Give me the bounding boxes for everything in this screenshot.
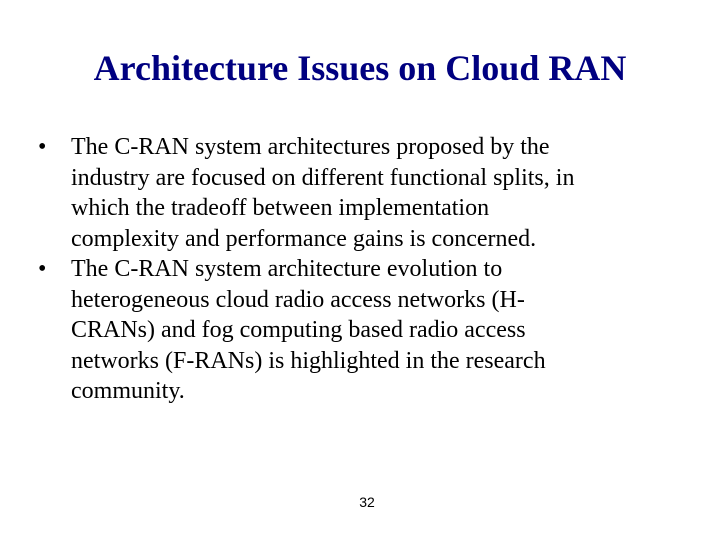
bullet-text-line: complexity and performance gains is concerned. (71, 225, 537, 252)
bullet-marker: • (38, 134, 47, 160)
bullet-item-1 (0, 132, 720, 254)
bullet-text-line: heterogeneous cloud radio access networks (H- (71, 286, 525, 313)
bullet-text-line: The C-RAN system architectures proposed by the (71, 134, 550, 160)
bullet-text-line: community. (71, 378, 185, 404)
bullet-item-2 (0, 254, 720, 407)
bullet-text-line: industry are focused on different functional splits, in (71, 164, 575, 191)
bullet-marker: • (38, 256, 47, 282)
bullet-text-line: networks (F-RANs) is highlighted in the research (71, 347, 546, 374)
bullet-text-line: CRANs) and fog computing based radio access (71, 317, 526, 343)
slide-title: Architecture Issues on Cloud RAN (93, 48, 627, 88)
bullet-list (0, 132, 720, 407)
bullet-text-line: which the tradeoff between implementation (71, 195, 490, 221)
bullet-text-line: The C-RAN system architecture evolution to (71, 256, 503, 282)
page-number: 32 (359, 494, 375, 510)
